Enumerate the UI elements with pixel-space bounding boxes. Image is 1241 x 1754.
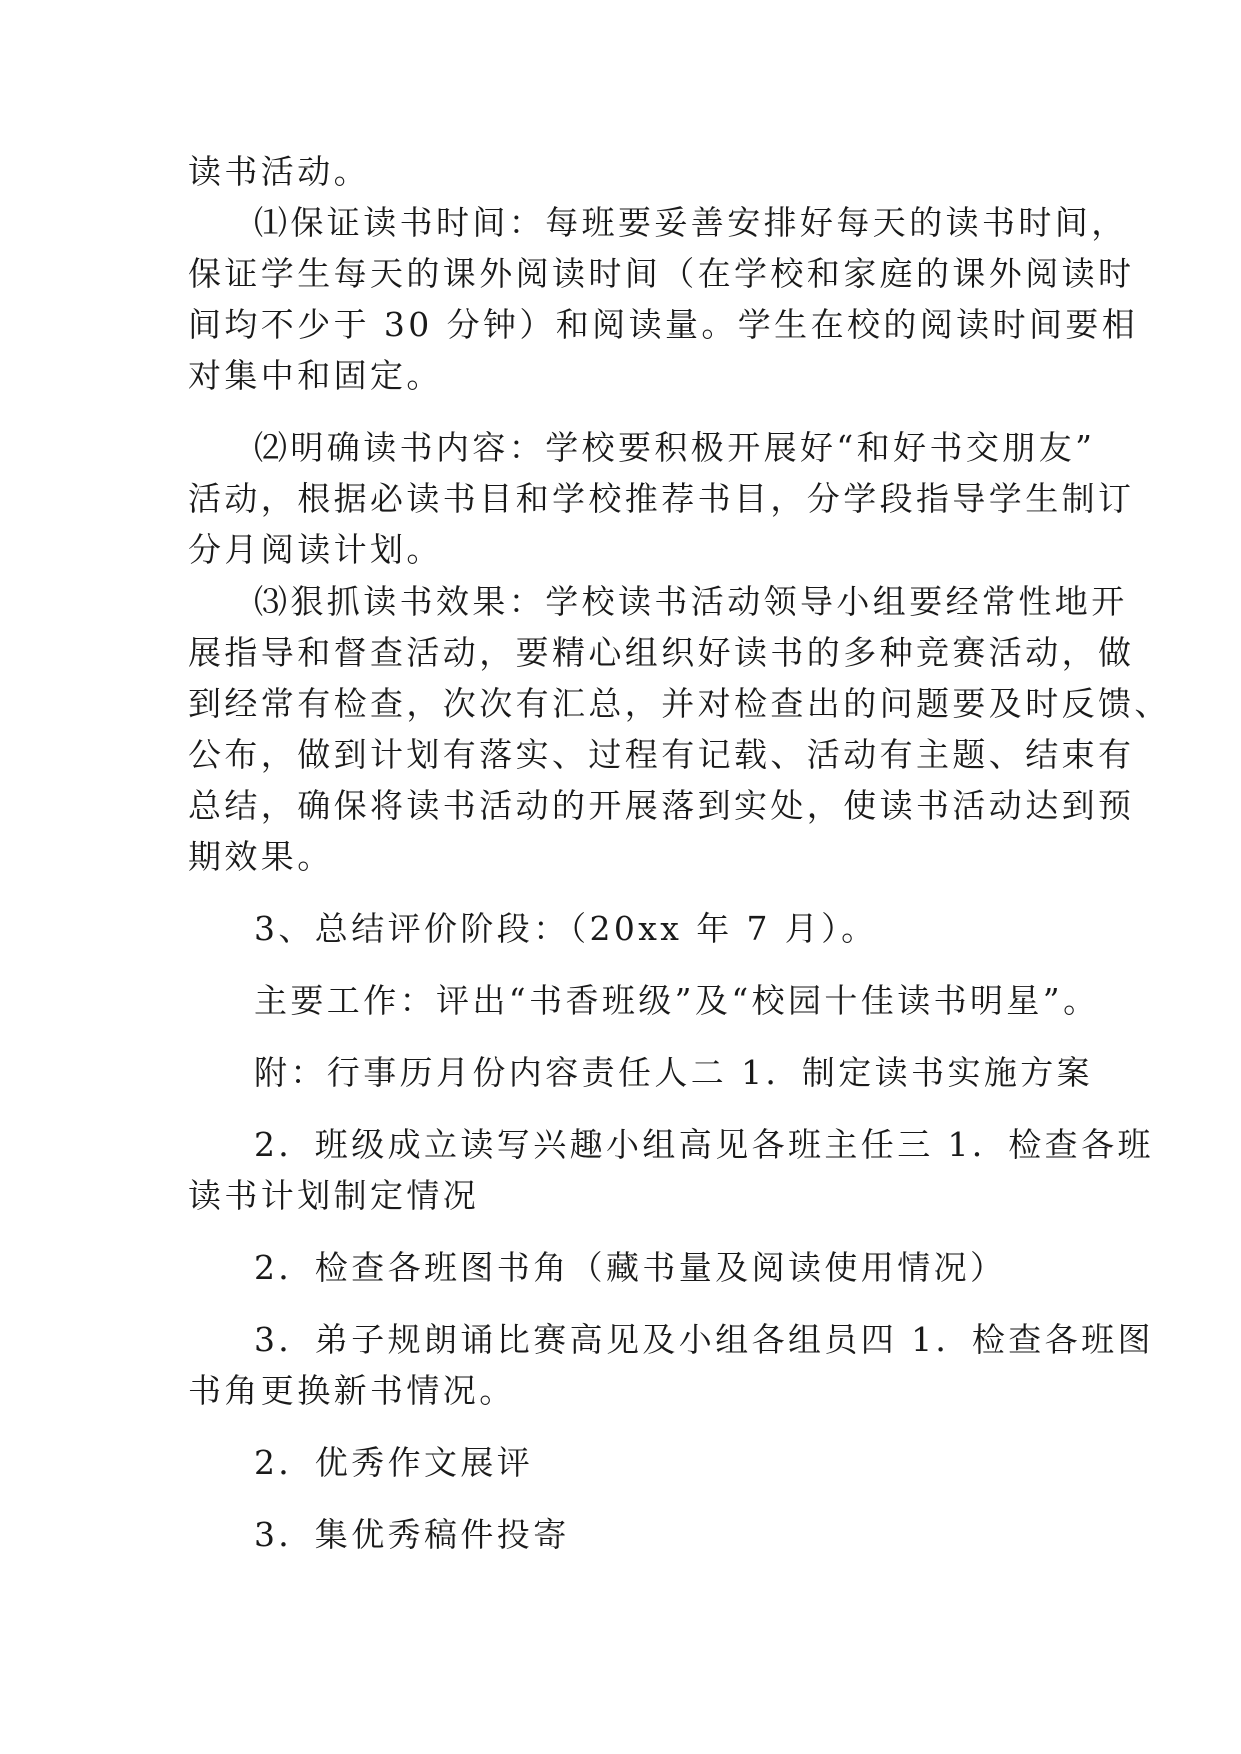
text-line: 读书计划制定情况 bbox=[188, 1176, 480, 1215]
text-line: ⑶狠抓读书效果：学校读书活动领导小组要经常性地开 bbox=[254, 582, 1128, 621]
text-line: 附：行事历月份内容责任人二 1．制定读书实施方案 bbox=[254, 1053, 1094, 1092]
text-line: 保证学生每天的课外阅读时间（在学校和家庭的课外阅读时 bbox=[188, 254, 1135, 293]
text-line: 间均不少于 30 分钟）和阅读量。学生在校的阅读时间要相 bbox=[188, 305, 1139, 344]
text-line: 到经常有检查，次次有汇总，并对检查出的问题要及时反馈、 bbox=[188, 684, 1171, 723]
text-line: ⑵明确读书内容：学校要积极开展好“和好书交朋友” bbox=[254, 428, 1096, 467]
text-line: 2．检查各班图书角（藏书量及阅读使用情况） bbox=[254, 1248, 1007, 1287]
text-line: 读书活动。 bbox=[188, 152, 370, 191]
text-line: 3．弟子规朗诵比赛高见及小组各组员四 1．检查各班图 bbox=[254, 1320, 1154, 1359]
text-line: 3．集优秀稿件投寄 bbox=[254, 1515, 570, 1554]
text-line: 2．班级成立读写兴趣小组高见各班主任三 1．检查各班 bbox=[254, 1125, 1154, 1164]
text-line: 3、总结评价阶段：（20xx 年 7 月）。 bbox=[254, 909, 878, 948]
text-line: 分月阅读计划。 bbox=[188, 530, 443, 569]
text-line: 主要工作：评出“书香班级”及“校园十佳读书明星”。 bbox=[254, 981, 1100, 1020]
text-line: 总结，确保将读书活动的开展落到实处，使读书活动达到预 bbox=[188, 786, 1135, 825]
text-line: 展指导和督查活动，要精心组织好读书的多种竞赛活动，做 bbox=[188, 633, 1135, 672]
text-line: 期效果。 bbox=[188, 837, 334, 876]
text-line: 2．优秀作文展评 bbox=[254, 1443, 534, 1482]
text-line: 公布，做到计划有落实、过程有记载、活动有主题、结束有 bbox=[188, 735, 1135, 774]
text-line: 活动，根据必读书目和学校推荐书目，分学段指导学生制订 bbox=[188, 479, 1135, 518]
text-line: ⑴保证读书时间：每班要妥善安排好每天的读书时间， bbox=[254, 203, 1128, 242]
text-line: 书角更换新书情况。 bbox=[188, 1371, 516, 1410]
text-line: 对集中和固定。 bbox=[188, 356, 443, 395]
